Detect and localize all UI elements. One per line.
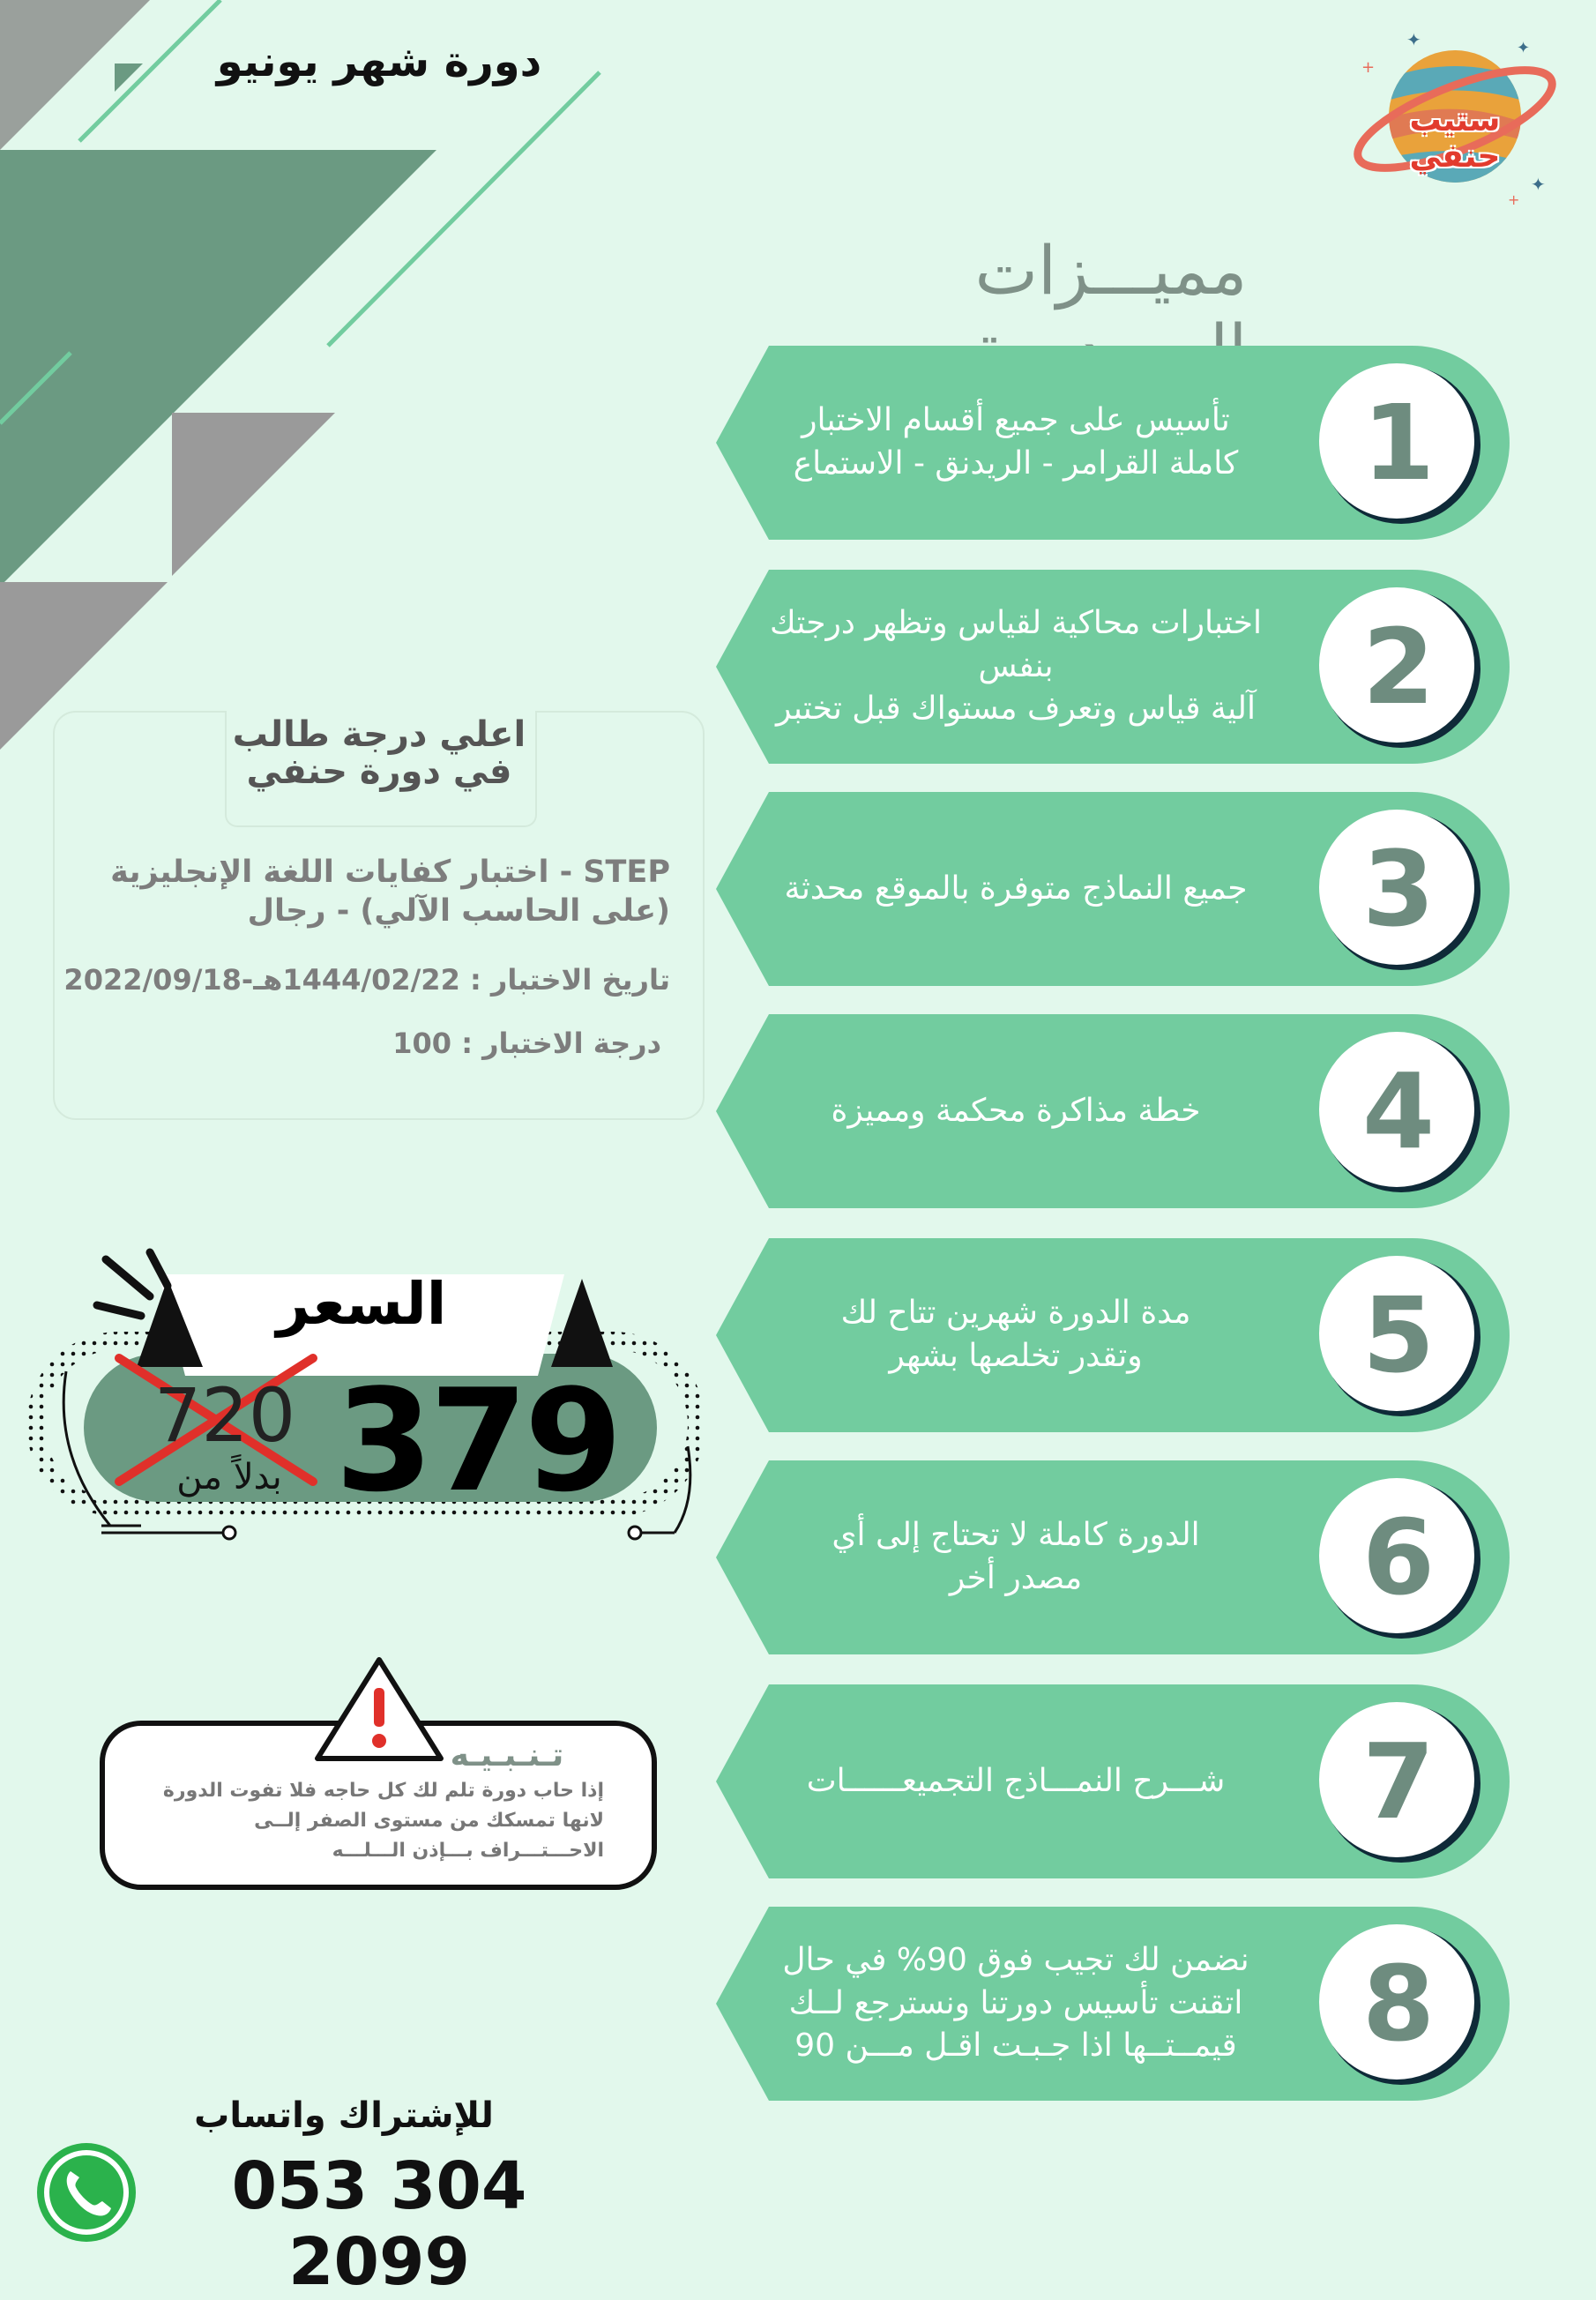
feature-number: 5 xyxy=(1361,1274,1436,1396)
feature-number: 6 xyxy=(1361,1497,1436,1618)
svg-text:✦: ✦ xyxy=(1406,29,1421,50)
test-name-line1: STEP - اختبار كفايات اللغة الإنجليزية xyxy=(110,855,670,890)
top-student-title xyxy=(225,716,533,790)
logo-text: ستيب حنفي xyxy=(1409,102,1501,175)
feature-number: 8 xyxy=(1361,1943,1436,2065)
top-student-title-line1: اعلي درجة طالب xyxy=(232,714,526,755)
feature-text xyxy=(734,570,1298,764)
feature-line: تأسيس على جميع أقسام الاختبار xyxy=(802,402,1230,439)
feature-text xyxy=(734,792,1298,986)
decorative-shapes xyxy=(0,0,617,767)
feature-line: خطة مذاكرة محكمة ومميزة xyxy=(831,1092,1201,1129)
logo xyxy=(1349,18,1561,212)
feature-line: مصدر أخر xyxy=(949,1560,1083,1596)
warning-line3: الاحـــتـــراف بـــإذن الـــلـــه xyxy=(332,1840,604,1863)
feature-number: 4 xyxy=(1361,1050,1436,1172)
contact-phone[interactable]: 053 304 2099 xyxy=(231,2148,527,2300)
feature-line: شـــرح النمـــاذج التجميعــــــات xyxy=(806,1762,1226,1799)
feature-text xyxy=(734,1684,1298,1878)
feature-item-7 xyxy=(716,1684,1510,1878)
feature-line: اتقنت تأسيس دورتنا ونسترجع لــك xyxy=(788,1984,1243,2021)
test-name-line2: (على الحاسب الآلي) - رجال xyxy=(247,892,670,929)
feature-text xyxy=(734,1907,1298,2101)
instead-of-label: بدلاً من xyxy=(176,1457,282,1497)
warning-title: تـنـبـيـه xyxy=(450,1737,564,1774)
whatsapp-button[interactable] xyxy=(34,2139,139,2245)
feature-text xyxy=(734,1238,1298,1432)
price-label: السعر xyxy=(276,1270,447,1338)
contact-label: للإشتراك واتساب xyxy=(194,2095,494,2136)
feature-line: جميع النماذج متوفرة بالموقع محدثة xyxy=(784,870,1248,907)
features-heading: مميـــزات xyxy=(974,231,1248,310)
svg-text:+: + xyxy=(1361,58,1376,77)
feature-number: 3 xyxy=(1361,828,1436,950)
svg-text:+: + xyxy=(1508,191,1520,208)
whatsapp-phone-icon xyxy=(34,2139,139,2245)
feature-line: كاملة القرامر - الريدنق - الاستماع xyxy=(793,445,1239,482)
warning-body xyxy=(132,1776,604,1866)
course-title: دورة شهر يونيو xyxy=(216,37,542,86)
feature-item-5 xyxy=(716,1238,1510,1432)
feature-line: مدة الدورة شهرين تتاح لك xyxy=(840,1295,1191,1332)
feature-line: اختبارات محاكية لقياس وتظهر درجتك بنفس xyxy=(769,605,1263,684)
feature-item-8 xyxy=(716,1907,1510,2101)
svg-text:✦: ✦ xyxy=(1531,174,1546,195)
warning-line2: لانها تمسكك من مستوى الصفر إلــى xyxy=(254,1810,604,1833)
feature-line: نضمن لك تجيب فوق 90% في حال xyxy=(782,1942,1249,1979)
feature-line: قيمــتــها اذا جـبـت اقـل مـــن 90 xyxy=(794,2027,1237,2065)
feature-line: آلية قياس وتعرف مستواك قبل تختبر xyxy=(775,691,1256,728)
feature-number: 7 xyxy=(1361,1721,1436,1842)
top-student-title-line2: في دورة حنفي xyxy=(246,751,512,792)
test-name xyxy=(71,854,670,931)
feature-item-1 xyxy=(716,346,1510,540)
feature-item-2 xyxy=(716,570,1510,764)
feature-line: الدورة كاملة لا تحتاج إلى أي xyxy=(832,1517,1200,1554)
feature-text xyxy=(734,1460,1298,1654)
feature-item-4 xyxy=(716,1014,1510,1208)
feature-text xyxy=(734,1014,1298,1208)
feature-item-6 xyxy=(716,1460,1510,1654)
feature-line: وتقدر تخلصها بشهر xyxy=(889,1338,1143,1374)
feature-item-3 xyxy=(716,792,1510,986)
old-price: 720 xyxy=(153,1372,296,1459)
test-score: درجة الاختبار : 100 xyxy=(392,1027,661,1060)
new-price: 379 xyxy=(335,1358,619,1523)
svg-text:✦: ✦ xyxy=(1517,39,1531,57)
feature-number: 2 xyxy=(1361,606,1436,728)
feature-text xyxy=(734,346,1298,540)
feature-number: 1 xyxy=(1361,382,1436,504)
warning-line1: إذا حاب دورة تلم لك كل حاجه فلا تفوت الدورة xyxy=(162,1780,604,1802)
test-date: تاريخ الاختبار : 1444/02/22هـ-2022/09/18 xyxy=(63,963,670,997)
